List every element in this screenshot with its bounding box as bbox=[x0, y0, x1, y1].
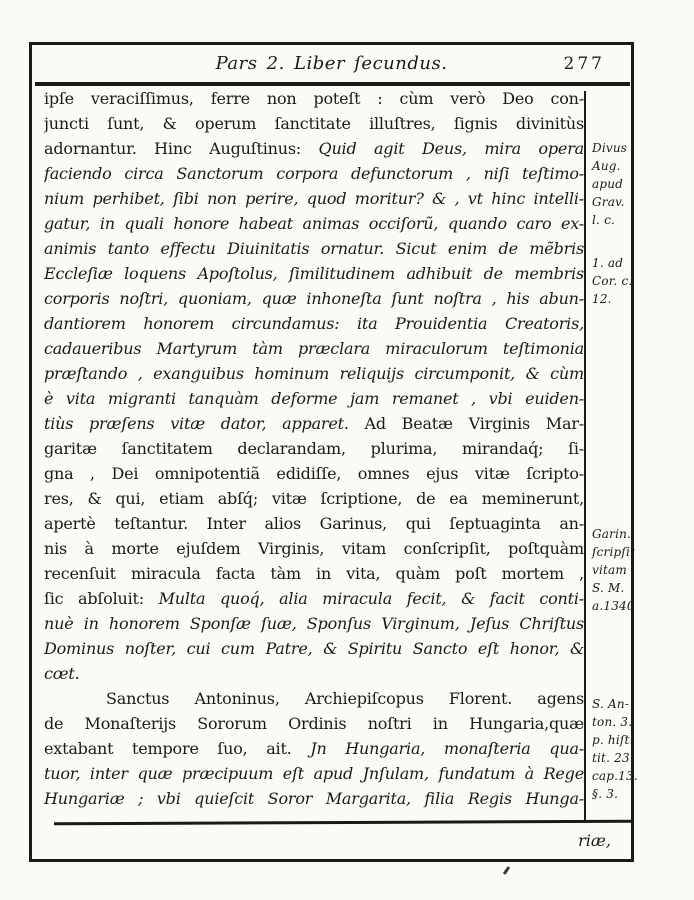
text-segment-italic: faciendo circa Sanctorum corpora defunctorum , niſi teſtimo- bbox=[44, 164, 584, 183]
text-segment-italic: Quid agit Deus, mira opera bbox=[318, 139, 584, 158]
text-segment-roman: adornantur. Hinc Auguſtinus: bbox=[44, 139, 319, 158]
margin-note-line: Grav. bbox=[592, 195, 625, 209]
text-segment-roman: gna , Dei omnipotentiã edidiſſe, omnes ejus vitæ ſcripto- bbox=[44, 464, 584, 483]
text-segment-italic: dantiorem honorem circundamus: ita Prouidentia Creatoris, bbox=[44, 314, 584, 333]
margin-note-line: 12. bbox=[592, 292, 612, 306]
text-line bbox=[44, 414, 584, 439]
text-segment-italic: cœt. bbox=[44, 664, 80, 683]
text-line bbox=[44, 189, 584, 214]
text-segment-roman: ipſe veraciſſimus, ferre non poteſt : cùm verò Deo con- bbox=[44, 89, 584, 108]
footer-rule bbox=[54, 820, 632, 826]
text-line bbox=[44, 439, 584, 464]
text-line bbox=[44, 89, 584, 114]
main-text-column bbox=[44, 89, 584, 814]
margin-note bbox=[592, 525, 636, 615]
text-line bbox=[44, 314, 584, 339]
margin-note-line: S. M. bbox=[592, 581, 625, 595]
text-segment-italic: nium perhibet, ſibi non perire, quod moritur? & , vt hinc intelli- bbox=[44, 189, 584, 208]
margin-note-line: Divus bbox=[592, 141, 628, 155]
text-line bbox=[44, 289, 584, 314]
margin-note-line: §. 3. bbox=[592, 787, 619, 801]
margin-note bbox=[592, 139, 636, 229]
margin-note-line: l. c. bbox=[592, 213, 616, 227]
text-segment-roman: garitæ ſanctitatem declarandam, plurima, mirandaq́; ſi- bbox=[44, 439, 584, 458]
margin-note-line: cap.13. bbox=[592, 769, 638, 783]
text-segment-roman: juncti ſunt, & operum ſanctitate illuſtres, ſignis divinitùs bbox=[44, 114, 584, 133]
catchword: riæ, bbox=[578, 831, 611, 850]
text-segment-italic: præſtando , exanguibus hominum reliquijs circumponit, & cùm bbox=[44, 364, 584, 383]
text-line bbox=[44, 589, 584, 614]
page-frame bbox=[29, 42, 638, 862]
text-segment-italic: cadaueribus Martyrum tàm præclara miraculorum teſtimonia bbox=[44, 339, 584, 358]
margin-note-line: S. An- bbox=[592, 697, 630, 711]
text-line bbox=[44, 689, 584, 714]
text-line bbox=[44, 489, 584, 514]
running-header-title: Pars 2. Liber ſecundus. bbox=[215, 53, 448, 74]
text-segment-italic: gatur, in quali honore habeat animas occiſorũ, quando caro ex- bbox=[44, 214, 584, 233]
text-segment-roman: recenſuit miracula facta tàm in vita, quàm poſt mortem , bbox=[44, 564, 584, 583]
text-segment-roman: Sanctus Antoninus, Archiepiſcopus Florent. agens bbox=[106, 689, 584, 708]
text-segment-italic: Dominus noſter, cui cum Patre, & Spiritu Sancto eſt honor, & bbox=[44, 639, 584, 658]
text-segment-italic: tiùs præſens vitæ dator, apparet. bbox=[44, 414, 349, 433]
text-line bbox=[44, 539, 584, 564]
text-segment-italic: Eccleſiæ loquens Apoſtolus, ſimilitudinem adhibuit de membris bbox=[44, 264, 584, 283]
text-line bbox=[44, 139, 584, 164]
text-line bbox=[44, 214, 584, 239]
margin-note-line: ton. 3. bbox=[592, 715, 633, 729]
text-segment-roman: apertè teſtantur. Inter alios Garinus, qui ſeptuaginta an- bbox=[44, 514, 584, 533]
margin-note-line: a.1340 bbox=[592, 599, 635, 613]
margin-note-line: Aug. bbox=[592, 159, 621, 173]
margin-note-line: Garin. bbox=[592, 527, 632, 541]
text-line bbox=[44, 164, 584, 189]
text-line bbox=[44, 264, 584, 289]
text-segment-roman: nis à morte ejuſdem Virginis, vitam conſcripſit, poſtquàm bbox=[44, 539, 584, 558]
text-line bbox=[44, 339, 584, 364]
text-line bbox=[44, 714, 584, 739]
text-line bbox=[44, 564, 584, 589]
text-segment-italic: corporis noſtri, quoniam, quæ inhoneſta ſunt noſtra , his abun- bbox=[44, 289, 584, 308]
margin-note-line: 1. ad bbox=[592, 256, 624, 270]
margin-note-line: vitam bbox=[592, 563, 627, 577]
page-number: 277 bbox=[563, 54, 605, 74]
text-segment-italic: Jn Hungaria, monaſteria qua- bbox=[310, 739, 584, 758]
text-segment-italic: nuè in honorem Sponſæ ſuæ, Sponſus Virginum, Jeſus Chriſtus bbox=[44, 614, 584, 633]
text-line bbox=[44, 364, 584, 389]
text-line bbox=[44, 764, 584, 789]
text-line bbox=[44, 739, 584, 764]
text-segment-italic: Multa quoq́, alia miracula fecit, & facit conti- bbox=[158, 589, 584, 608]
text-segment-roman: extabant tempore ſuo, ait. bbox=[44, 739, 311, 758]
text-line bbox=[44, 639, 584, 664]
margin-note-line: p. hiſt. bbox=[592, 733, 634, 747]
text-segment-roman: res, & qui, etiam abſq́; vitæ ſcriptione, de ea meminerunt, bbox=[44, 489, 584, 508]
text-segment-italic: animis tanto effectu Diuinitatis ornatur. Sicut enim de mẽbris bbox=[44, 239, 584, 258]
text-line bbox=[44, 514, 584, 539]
text-line bbox=[44, 464, 584, 489]
margin-column-rule bbox=[584, 91, 586, 821]
margin-note-line: apud bbox=[592, 177, 624, 191]
text-line bbox=[44, 664, 584, 689]
margin-note-line: ſcripſit bbox=[592, 545, 636, 559]
text-segment-roman: ſic abſoluit: bbox=[44, 589, 159, 608]
text-segment-roman: de Monaſterijs Sororum Ordinis noſtri in Hungaria,quæ bbox=[44, 714, 584, 733]
margin-note bbox=[592, 695, 636, 803]
text-line bbox=[44, 789, 584, 814]
text-segment-italic: tuor, inter quæ præcipuum eſt apud Jnſulam, fundatum à Rege bbox=[44, 764, 584, 783]
text-line bbox=[44, 239, 584, 264]
text-segment-roman: Ad Beatæ Virginis Mar- bbox=[348, 414, 584, 433]
margin-note-line: Cor. c. bbox=[592, 274, 633, 288]
ink-speck bbox=[503, 866, 511, 875]
text-segment-italic: è vita migranti tanquàm deforme jam remanet , vbi euiden- bbox=[44, 389, 584, 408]
text-line bbox=[44, 614, 584, 639]
text-segment-italic: Hungariæ ; vbi quieſcit Soror Margarita, filia Regis Hunga- bbox=[44, 789, 584, 808]
margin-note-line: tit. 23. bbox=[592, 751, 634, 765]
margin-note bbox=[592, 254, 636, 308]
text-line bbox=[44, 389, 584, 414]
header-rule bbox=[35, 82, 630, 86]
text-line bbox=[44, 114, 584, 139]
